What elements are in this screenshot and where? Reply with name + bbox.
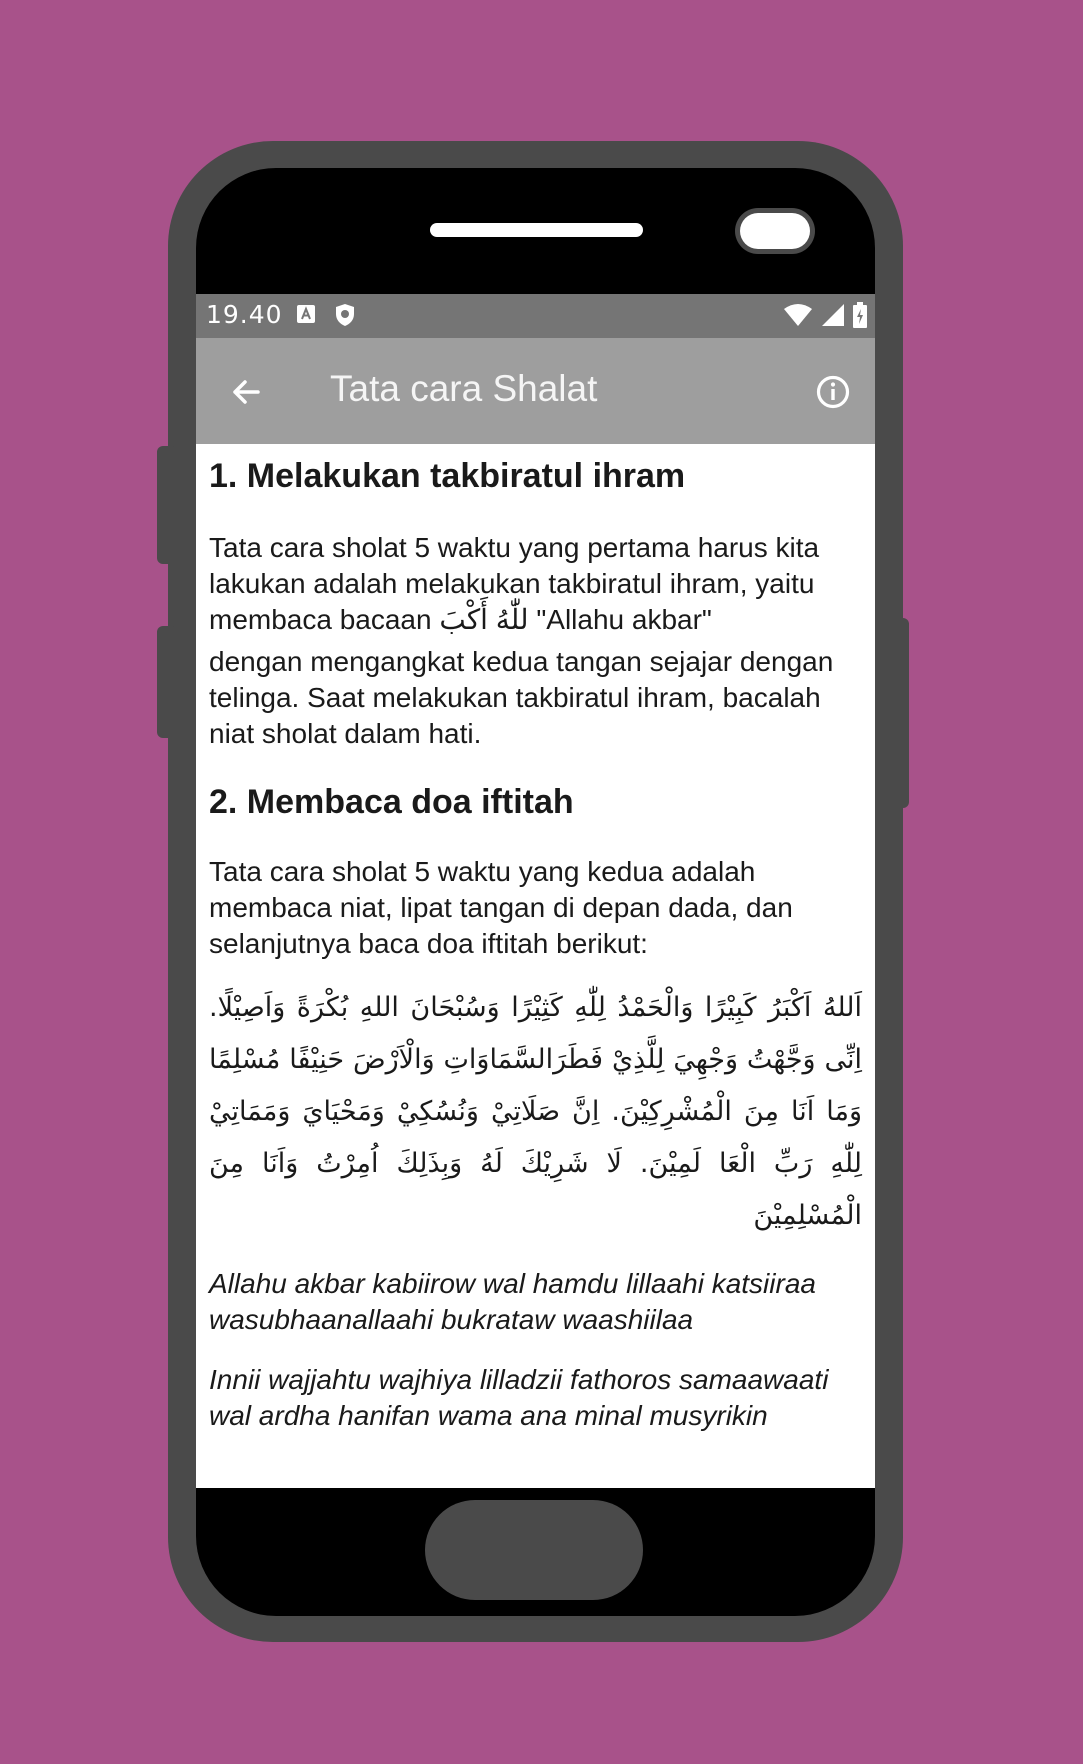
home-button[interactable] xyxy=(425,1500,643,1600)
arabic-prayer-text: اَللهُ اَكْبَرُ كَبِيْرًا وَالْحَمْدُ لِلّٰهِ كَثِيْرًا وَسُبْحَانَ اللهِ بُكْرَةً وَاَصِيْلًا. اِنِّى وَجَّهْتُ وَجْهِيَ لِلَّذِيْ فَطَرَالسَّمَاوَاتِ وَالْاَرْضَ حَنِيْفًا مُسْلِمًا وَمَا اَنَا مِنَ الْمُشْرِكِيْنَ. اِنَّ صَلَاتِيْ وَنُسُكِيْ وَمَحْيَايَ وَمَمَاتِيْ لِلّٰهِ رَبِّ الْعَا لَمِيْنَ. لَا شَرِيْكَ لَهُ وَبِذَلِكَ اُمِرْتُ وَاَنَا مِنَ الْمُسْلِمِيْنَ xyxy=(209,992,862,1231)
section2-paragraph: Tata cara sholat 5 waktu yang kedua adalah membaca niat, lipat tangan di depan dada, dan selanjutnya baca doa iftitah berikut: xyxy=(209,856,793,959)
shield-icon xyxy=(334,303,356,331)
section-heading-1: 1. Melakukan takbiratul ihram xyxy=(209,457,686,495)
side-button-right xyxy=(895,618,909,808)
latin-transliteration-1: Allahu akbar kabiirow wal hamdu lillaahi katsiiraa wasubhaanallaahi bukrataw waashiilaa xyxy=(209,1268,816,1335)
section1-paragraph-a: Tata cara sholat 5 waktu yang pertama harus kita lakukan adalah melakukan takbiratul ihram, yaitu membaca bacaan للّٰهُ أَكْبَ "Allahu akbar" xyxy=(209,532,820,635)
font-a-icon xyxy=(296,303,316,331)
page-title: Tata cara Shalat xyxy=(330,368,598,409)
status-icons-right xyxy=(783,302,867,332)
status-bar xyxy=(196,294,875,338)
latin-transliteration-2: Innii wajjahtu wajhiya lilladzii fathoros samaawaati wal ardha hanifan wama ana minal musyrikin xyxy=(209,1364,829,1431)
article-content xyxy=(209,444,862,1434)
volume-button xyxy=(157,446,177,564)
battery-charging-icon xyxy=(853,302,867,332)
section1-paragraph-b: dengan mengangkat kedua tangan sejajar dengan telinga. Saat melakukan takbiratul ihram, bacalah niat sholat dalam hati. xyxy=(209,646,834,749)
screen xyxy=(196,294,875,1488)
speaker-grille xyxy=(430,223,643,237)
signal-icon xyxy=(821,303,845,331)
power-button xyxy=(157,626,177,738)
status-icons-left xyxy=(296,303,356,331)
wifi-icon xyxy=(783,303,813,331)
camera xyxy=(740,213,810,249)
info-circle-icon[interactable] xyxy=(813,372,853,412)
app-bar xyxy=(196,338,875,444)
section-heading-2: 2. Membaca doa iftitah xyxy=(209,783,574,821)
arrow-left-icon[interactable] xyxy=(226,372,266,412)
status-time: 19.40 xyxy=(206,300,283,329)
